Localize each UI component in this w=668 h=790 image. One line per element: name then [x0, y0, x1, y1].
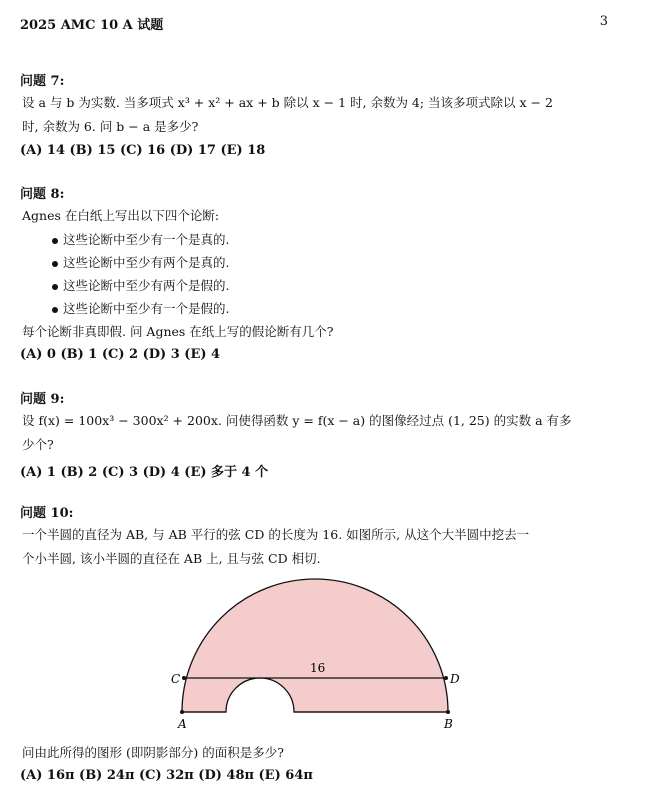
q7-choices: (A) 14 (B) 15 (C) 16 (D) 17 (E) 18 — [20, 143, 266, 158]
q9-text-line2: 少个? — [22, 437, 54, 452]
q8-bullet: 这些论断中至少有一个是假的. — [52, 299, 229, 317]
q7-title: 问题 7: — [20, 74, 65, 89]
q8-bullet: 这些论断中至少有两个是真的. — [52, 253, 229, 271]
bullet-icon — [52, 238, 58, 244]
q8-bullet: 这些论断中至少有两个是假的. — [52, 276, 229, 294]
bullet-icon — [52, 307, 58, 313]
page-number: 3 — [599, 14, 608, 29]
q10-text-line2: 个小半圆, 该小半圆的直径在 AB 上, 且与弦 CD 相切. — [22, 551, 321, 566]
q8-title: 问题 8: — [20, 187, 65, 202]
point-b — [446, 710, 450, 714]
label-d: D — [450, 672, 460, 686]
page-header — [20, 14, 608, 32]
q10-text-line1: 一个半圆的直径为 AB, 与 AB 平行的弦 CD 的长度为 16. 如图所示, 从这个大半圆中挖去一 — [22, 527, 530, 542]
q9-choices: (A) 1 (B) 2 (C) 3 (D) 4 (E) 多于 4 个 — [20, 465, 269, 480]
q10-choices: (A) 16π (B) 24π (C) 32π (D) 48π (E) 64π — [20, 768, 313, 783]
bullet-icon — [52, 261, 58, 267]
header-title: 2025 AMC 10 A 试题 — [20, 18, 164, 33]
q9-text-line1: 设 f(x) = 100x³ − 300x² + 200x. 问使得函数 y = f(x − a) 的图像经过点 (1, 25) 的实数 a 有多 — [22, 413, 572, 428]
q8-question: 每个论断非真即假. 问 Agnes 在纸上写的假论断有几个? — [22, 324, 334, 339]
semicircle-figure — [160, 570, 480, 735]
bullet-icon — [52, 284, 58, 290]
q9-title: 问题 9: — [20, 392, 65, 407]
q7-text-line2: 时, 余数为 6. 问 b − a 是多少? — [22, 119, 199, 134]
chord-length-label: 16 — [310, 661, 326, 675]
q10-title: 问题 10: — [20, 506, 74, 521]
q8-choices: (A) 0 (B) 1 (C) 2 (D) 3 (E) 4 — [20, 347, 221, 362]
label-a: A — [178, 717, 187, 731]
q10-question: 问由此所得的图形 (即阴影部分) 的面积是多少? — [22, 745, 284, 760]
label-c: C — [171, 672, 181, 686]
shaded-region — [182, 579, 448, 712]
point-c — [182, 676, 186, 680]
point-d — [444, 676, 448, 680]
q8-intro: Agnes 在白纸上写出以下四个论断: — [22, 208, 220, 223]
q8-bullet: 这些论断中至少有一个是真的. — [52, 230, 229, 248]
point-a — [180, 710, 184, 714]
q7-text-line1: 设 a 与 b 为实数. 当多项式 x³ + x² + ax + b 除以 x − 1 时, 余数为 4; 当该多项式除以 x − 2 — [22, 95, 553, 110]
label-b: B — [444, 717, 453, 731]
